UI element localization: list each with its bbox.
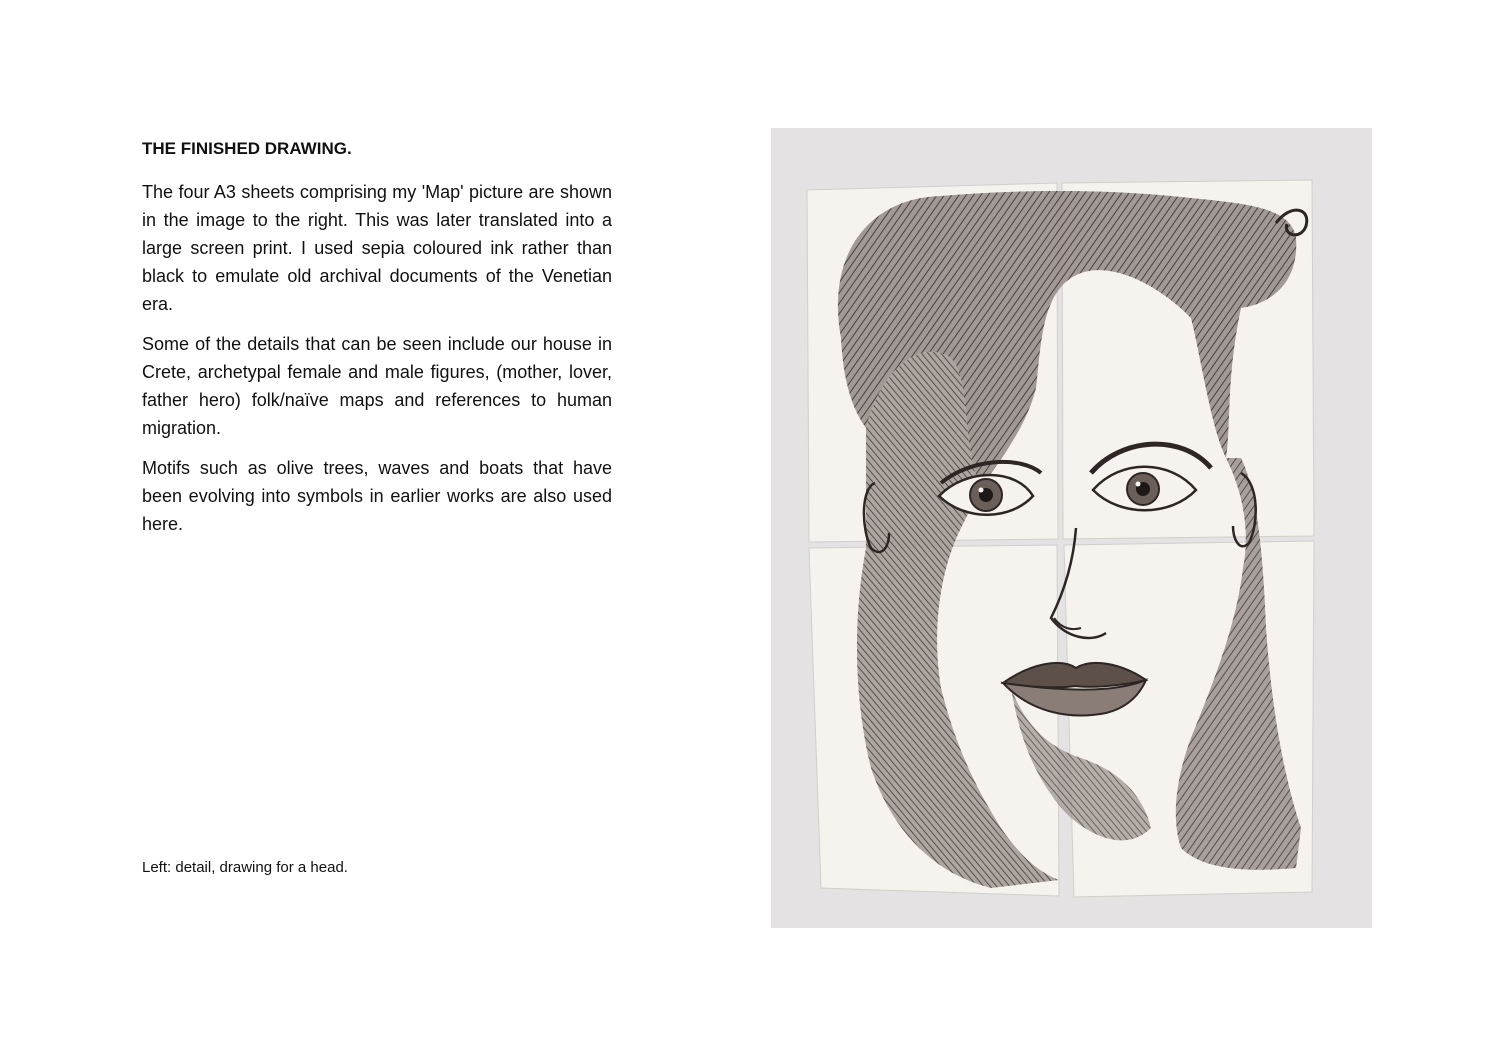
text-column: [142, 138, 612, 550]
paragraph-3: Motifs such as olive trees, waves and boats that have been evolving into symbols in earlier works are also used here.: [142, 458, 612, 534]
drawing-photo: [771, 128, 1372, 928]
drawing-photo-svg: [771, 128, 1372, 928]
section-heading: THE FINISHED DRAWING.: [142, 139, 352, 158]
paragraph-1: The four A3 sheets comprising my 'Map' picture are shown in the image to the right. This was later translated into a large screen print. I used sepia coloured ink rather than black to emulate old archival documents of the Venetian era.: [142, 182, 612, 314]
paragraph-2: Some of the details that can be seen include our house in Crete, archetypal female and male figures, (mother, lover, father hero) folk/naïve maps and references to human migration.: [142, 334, 612, 438]
image-caption: Left: detail, drawing for a head.: [142, 859, 348, 876]
